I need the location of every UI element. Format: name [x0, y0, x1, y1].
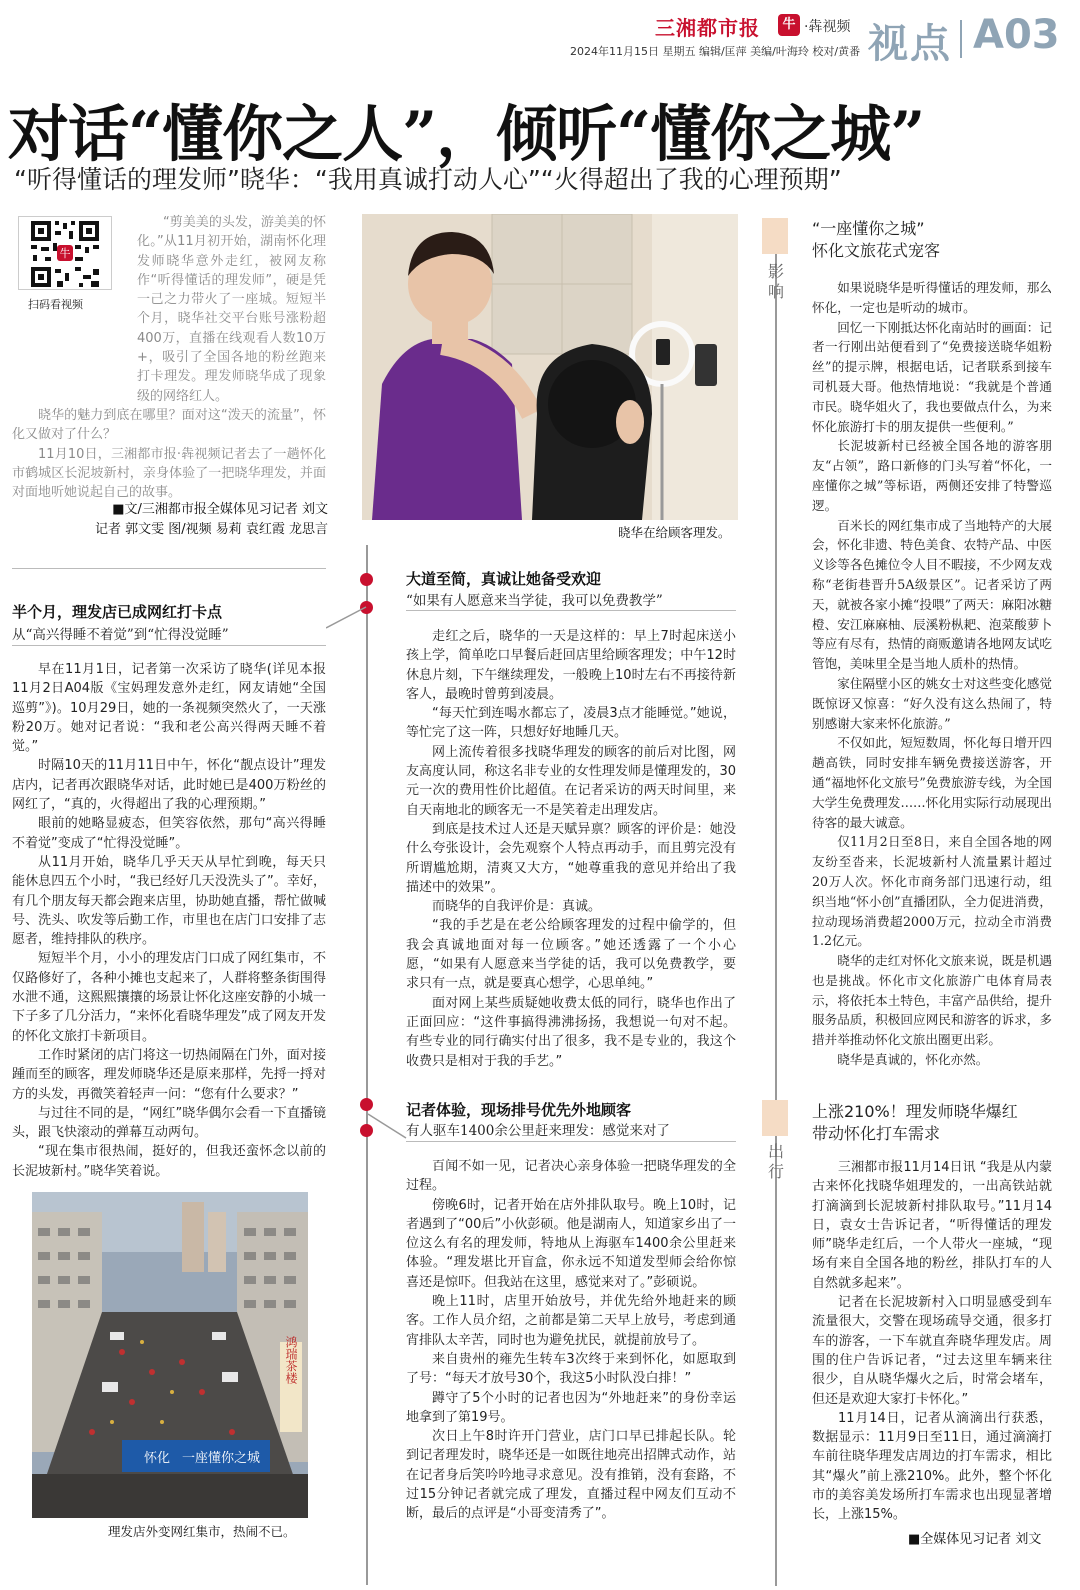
brand-subtitle: ·犇视频 — [804, 19, 851, 35]
section-subtitle: 有人驱车1400余公里赶来理发：感觉来对了 — [406, 1123, 670, 1139]
section-title-line: 怀化文旅花式宠客 — [812, 241, 941, 260]
paragraph: 百米长的网红集市成了当地特产的大展会，怀化非遗、特色美食、农特产品、中医义诊等各色摊位令人目不暇接，不少网友戏称“老街巷晋升5A级景区”。记者采访了两天，就被各家小摊“投喂”了两天：麻阳冰糖橙、安江麻麻柚、辰溪粉枞耙、泡菜酸萝卜等应有尽有，热情的商贩邀请各地网友试吃管饱，美味里全是当地人质朴的热情。 — [812, 517, 1052, 672]
timeline-connector — [366, 1112, 410, 1140]
paragraph: 次日上午8时许开门营业，店门口早已排起长队。轮到记者理发时，晓华还是一如既往地亮出招牌式动作，站在记者身后笑吟吟地寻求意见。没有推销，没有套路，不过15分钟记者就完成了理发，直播过程中网友们互动不断，最后的点评是“小哥变清秀了”。 — [406, 1429, 736, 1522]
section-rule — [406, 610, 736, 611]
section-title-line: 上涨210%！理发师晓华爆红 — [812, 1102, 1018, 1121]
section-title: 记者体验，现场排号优先外地顾客 — [406, 1101, 632, 1119]
section-rule — [406, 1141, 736, 1142]
paragraph: “现在集市很热闹，挺好的，但我还蛮怀念以前的长泥坡新村。”晓华笑着说。 — [12, 1144, 326, 1179]
paragraph: 家住隔壁小区的姚女士对这些变化感觉既惊讶又惊喜：“好久没有这么热闹了，特别感谢大家来怀化旅游。” — [812, 675, 1052, 731]
paragraph: 而晓华的自我评价是：真诚。 — [432, 899, 602, 915]
masthead — [0, 0, 1080, 72]
paragraph: 记者在长泥坡新村入口明显感受到车流量很大，交警在现场疏导交通，很多打车的游客，一下车就直奔晓华理发店。周围的住户告诉记者，“过去这里车辆来往很少，自从晓华爆火之后，时常会堵车，但还是欢迎大家打卡怀化。” — [812, 1295, 1052, 1407]
subheadline: “听得懂话的理发师”晓华：“我用真诚打动人心”“火得超出了我的心理预期” — [14, 165, 842, 194]
lede-paragraph: 晓华的魅力到底在哪里？面对这“泼天的流量”，怀化又做对了什么？ — [12, 407, 326, 443]
section-body — [812, 1158, 1052, 1525]
paragraph: “每天忙到连喝水都忘了，凌晨3点才能睡觉。”她说，等忙完了这一阵，只想好好地睡几天。 — [406, 706, 736, 741]
qr-label: 扫码看视频 — [28, 298, 83, 311]
section-title-line: 带动怀化打车需求 — [812, 1124, 941, 1143]
brand-logo-icon: 牛 — [778, 14, 800, 36]
paragraph: 晓华是真诚的，怀化亦然。 — [837, 1052, 989, 1068]
lede-paragraph: 11月10日，三湘都市报·犇视频记者去了一趟怀化市鹤城区长泥坡新村，亲身体验了一把晓华理发，并面对面地听她说起自己的故事。 — [12, 446, 326, 501]
section-body — [812, 278, 1052, 1070]
paragraph: “我的手艺是在老公给顾客理发的过程中偷学的，但我会真诚地面对每一位顾客。”她还透露了一个小心愿，“如果有人愿意来当学徒的话，我可以免费教学，要求只有一点，就是要真心想学，心思单纯。” — [406, 918, 736, 992]
paragraph: 长泥坡新村已经被全国各地的游客朋友“占领”，路口新修的门头写着“怀化，一座懂你之城”等标语，两侧还安排了特警巡逻。 — [812, 438, 1052, 513]
section-subtitle: “如果有人愿意来当学徒，我可以免费教学” — [406, 593, 663, 609]
photo-caption: 理发店外变网红集市，热闹不已。 — [108, 1524, 296, 1539]
section-title — [812, 1101, 1018, 1145]
section-rule — [12, 645, 326, 646]
section-name: 视点 — [868, 21, 952, 67]
section-divider — [960, 20, 962, 58]
paragraph: 来自贵州的雍先生转车3次终于来到怀化，如愿取到了号：“每天才放号30个，我这5小时队没白排！” — [406, 1351, 736, 1387]
byline-line: 记者 郭文雯 图/视频 易莉 袁红霞 龙思言 — [94, 522, 328, 537]
paper-name: 三湘都市报 — [655, 16, 760, 40]
paragraph: 与过往不同的是，“网红”晓华偶尔会看一下直播镜头，跟飞快滚动的弹幕互动两句。 — [12, 1105, 326, 1141]
sign-text-right: 一座懂你之城 — [182, 1451, 261, 1466]
tag-label-upper: 影响 — [767, 262, 784, 301]
paragraph: 傍晚6时，记者开始在店外排队取号。晚上10时，记者遇到了“00后”小伙彭硕。他是湖南人，知道家乡出了一位这么有名的理发师，特地从上海驱车1400余公里赶来体验。“理发堪比开盲盒，你永远不知道发型师会给你惊喜还是惊吓。但我站在这里，感觉来对了。”彭硕说。 — [406, 1197, 736, 1290]
side-sign-text: 鸿瑞茶楼 — [284, 1336, 298, 1384]
timeline-connector — [326, 600, 372, 630]
paragraph: 三湘都市报11月14日讯 “我是从内蒙古来怀化找晓华姐理发的，一出高铁站就打滴滴到长泥坡新村排队取号。”11月14日，袁女士告诉记者，“听得懂话的理发师”晓华走红后，一个人带火一座城，“现场有来自全国各地的粉丝，排队打车的人自然就多起来”。 — [812, 1160, 1052, 1291]
byline-line: ■文/三湘都市报全媒体见习记者 刘文 — [112, 502, 328, 517]
section-body — [406, 627, 736, 1071]
paragraph: 晓华的走红对怀化文旅来说，既是机遇也是挑战。怀化市文化旅游广电体育局表示，将依托本土特色，丰富产品供给，提升服务品质，积极回应网民和游客的诉求，多措并举推动怀化文旅出圈更出彩。 — [812, 953, 1052, 1048]
section-title-line: “一座懂你之城” — [812, 219, 925, 238]
paragraph: 如果说晓华是听得懂话的理发师，那么怀化，一定也是听动的城市。 — [812, 280, 1052, 315]
section-subtitle: 从“高兴得睡不着觉”到“忙得没觉睡” — [12, 627, 229, 643]
timeline-dot — [360, 573, 373, 586]
headline: 对话“懂你之人”，倾听“懂你之城” — [8, 99, 925, 170]
timeline-dot — [360, 1098, 373, 1111]
paragraph: 不仅如此，短短数周，怀化每日增开四趟高铁，同时安排车辆免费接送游客，开通“福地怀化文旅号”免费旅游专线，为全国大学生免费理发……怀化用实际行动展现出待客的最大诚意。 — [812, 735, 1052, 830]
tag-label-lower: 出行 — [767, 1142, 784, 1181]
paragraph: 工作时紧闭的店门将这一切热闹隔在门外，面对接踵而至的顾客，理发师晓华还是原来那样，先捋一捋对方的头发，再微笑着轻声一问：“您有什么要求？” — [12, 1047, 326, 1102]
section-title — [812, 218, 940, 262]
paragraph: 眼前的她略显疲态，但笑容依然，那句“高兴得睡不着觉”变成了“忙得没觉睡”。 — [12, 816, 326, 851]
lede — [12, 213, 326, 502]
section-title: 半个月，理发店已成网红打卡点 — [12, 603, 223, 621]
paragraph: 从11月开始，晓华几乎天天从早忙到晚，每天只能休息四五个小时，“我已经好几天没洗头了”。幸好，有几个朋友每天都会跑来店里，协助她直播，帮忙做喊号、洗头、吹发等后勤工作，市里也在店门口安排了志愿者，维持排队的秩序。 — [12, 854, 326, 948]
lede-paragraph: “剪美美的头发，游美美的怀化。”从11月初开始，湖南怀化理发师晓华意外走红，被网友称作“听得懂话的理发师”，硬是凭一己之力带火了一座城。短短半个月，晓华社交平台账号涨粉超400万，直播在线观看人数10万+，吸引了全国各地的粉丝跑来打卡理发。理发师晓华成了现象级的网络红人。 — [137, 215, 326, 404]
paragraph: 蹲守了5个小时的记者也因为“外地赶来”的身份幸运地拿到了第19号。 — [406, 1390, 736, 1425]
section-rule — [12, 568, 326, 569]
paragraph: 11月14日，记者从滴滴出行获悉，数据显示：11月9日至11日，通过滴滴打车前往晓华理发店周边的打车需求，相比其“爆火”前上涨210%。此外，整个怀化市的美容美发场所打车需求也出现显著增长，上涨15%。 — [812, 1410, 1052, 1523]
svg-text:牛: 牛 — [59, 247, 71, 260]
issue-info: 2024年11月15日 星期五 编辑/匡萍 美编/叶海玲 校对/黄番 — [570, 45, 861, 58]
section-body — [12, 660, 326, 1181]
byline — [88, 500, 328, 540]
paragraph: 晚上11时，店里开始放号，并优先给外地赶来的顾客。工作人员介绍，之前都是第二天早上放号，考虑到通宵排队太辛苦，同时也为避免扰民，就提前放号了。 — [406, 1294, 736, 1348]
section-body — [406, 1157, 736, 1524]
section-title: 大道至简，真诚让她备受欢迎 — [406, 570, 602, 588]
paragraph: 仅11月2日至8日，来自全国各地的网友纷至沓来，长泥坡新村人流量累计超过20万人次。怀化市商务部门迅速行动，组织当地“怀小创”直播团队，全力促进消费，拉动现场消费超2000万元，拉动全市消费1.2亿元。 — [812, 834, 1052, 949]
paragraph: 百闻不如一见，记者决心亲身体验一把晓华理发的全过程。 — [406, 1159, 736, 1194]
paragraph: 早在11月1日，记者第一次采访了晓华(详见本报11月2日A04版《宝妈理发意外走红，网友请她“全国巡剪”》)。10月29日，她的一条视频突然火了，一天涨粉20万。她对记者说：“我和老公高兴得两天睡不着觉。” — [12, 662, 326, 755]
timeline-line — [366, 545, 368, 1585]
paragraph: 回忆一下刚抵达怀化南站时的画面：记者一行刚出站便看到了“免费接送晓华姐粉丝”的提示牌，根据电话，记者联系到接车司机聂大哥。他热情地说：“我就是个普通市民。晓华姐火了，我也要做点什么，为来怀化旅游打卡的朋友提供一些便利。” — [812, 319, 1052, 434]
photo-street-market — [32, 1192, 308, 1518]
timeline-line — [775, 236, 777, 1586]
byline: ■全媒体见习记者 刘文 — [908, 1532, 1042, 1547]
photo-caption: 晓华在给顾客理发。 — [618, 525, 731, 540]
sign-text-left: 怀化 — [144, 1451, 171, 1466]
paragraph: 时隔10天的11月11日中午，怀化“靓点设计”理发店内，记者再次跟晓华对话，此时她已是400万粉丝的网红了，“真的，火得超出了我的心理预期。” — [12, 758, 326, 813]
paragraph: 到底是技术过人还是天赋异禀？顾客的评价是：她没什么夸张设计，会先观察个人特点再动手，而且剪完没有所谓尴尬期，清爽又大方，“她尊重我的意见并给出了我描述中的效果”。 — [406, 821, 736, 895]
photo-haircut — [362, 214, 738, 520]
tag-ribbon — [762, 1100, 788, 1136]
page-number: A03 — [973, 12, 1060, 58]
paragraph: 面对网上某些质疑她收费太低的同行，晓华也作出了正面回应：“这件事搞得沸沸扬扬，我想说一句对不起。有些专业的同行确实付出了很多，我不是专业的，我这个收费只是相对于我的手艺。” — [406, 995, 736, 1069]
paragraph: 走红之后，晓华的一天是这样的：早上7时起床送小孩上学，简单吃口早餐后赶回店里给顾客理发；中午12时休息片刻，下午继续理发，一般晚上10时左右不再接待新客人，最晚时曾剪到凌晨。 — [406, 629, 736, 702]
tag-ribbon — [762, 218, 788, 254]
paragraph: 网上流传着很多找晓华理发的顾客的前后对比图，网友高度认同，称这名非专业的女性理发师是懂理发的，30元一次的费用性价比超值。在记者采访的两天时间里，来自天南地北的顾客无一不是笑着走出理发店。 — [406, 744, 736, 818]
paragraph: 短短半个月，小小的理发店门口成了网红集市，不仅路修好了，各种小摊也支起来了，人群将整条街围得水泄不通，这熙熙攘攘的场景让怀化这座安静的小城一下子多了几分活力，“来怀化看晓华理发”成了网友开发的怀化文旅打卡新项目。 — [12, 951, 326, 1044]
